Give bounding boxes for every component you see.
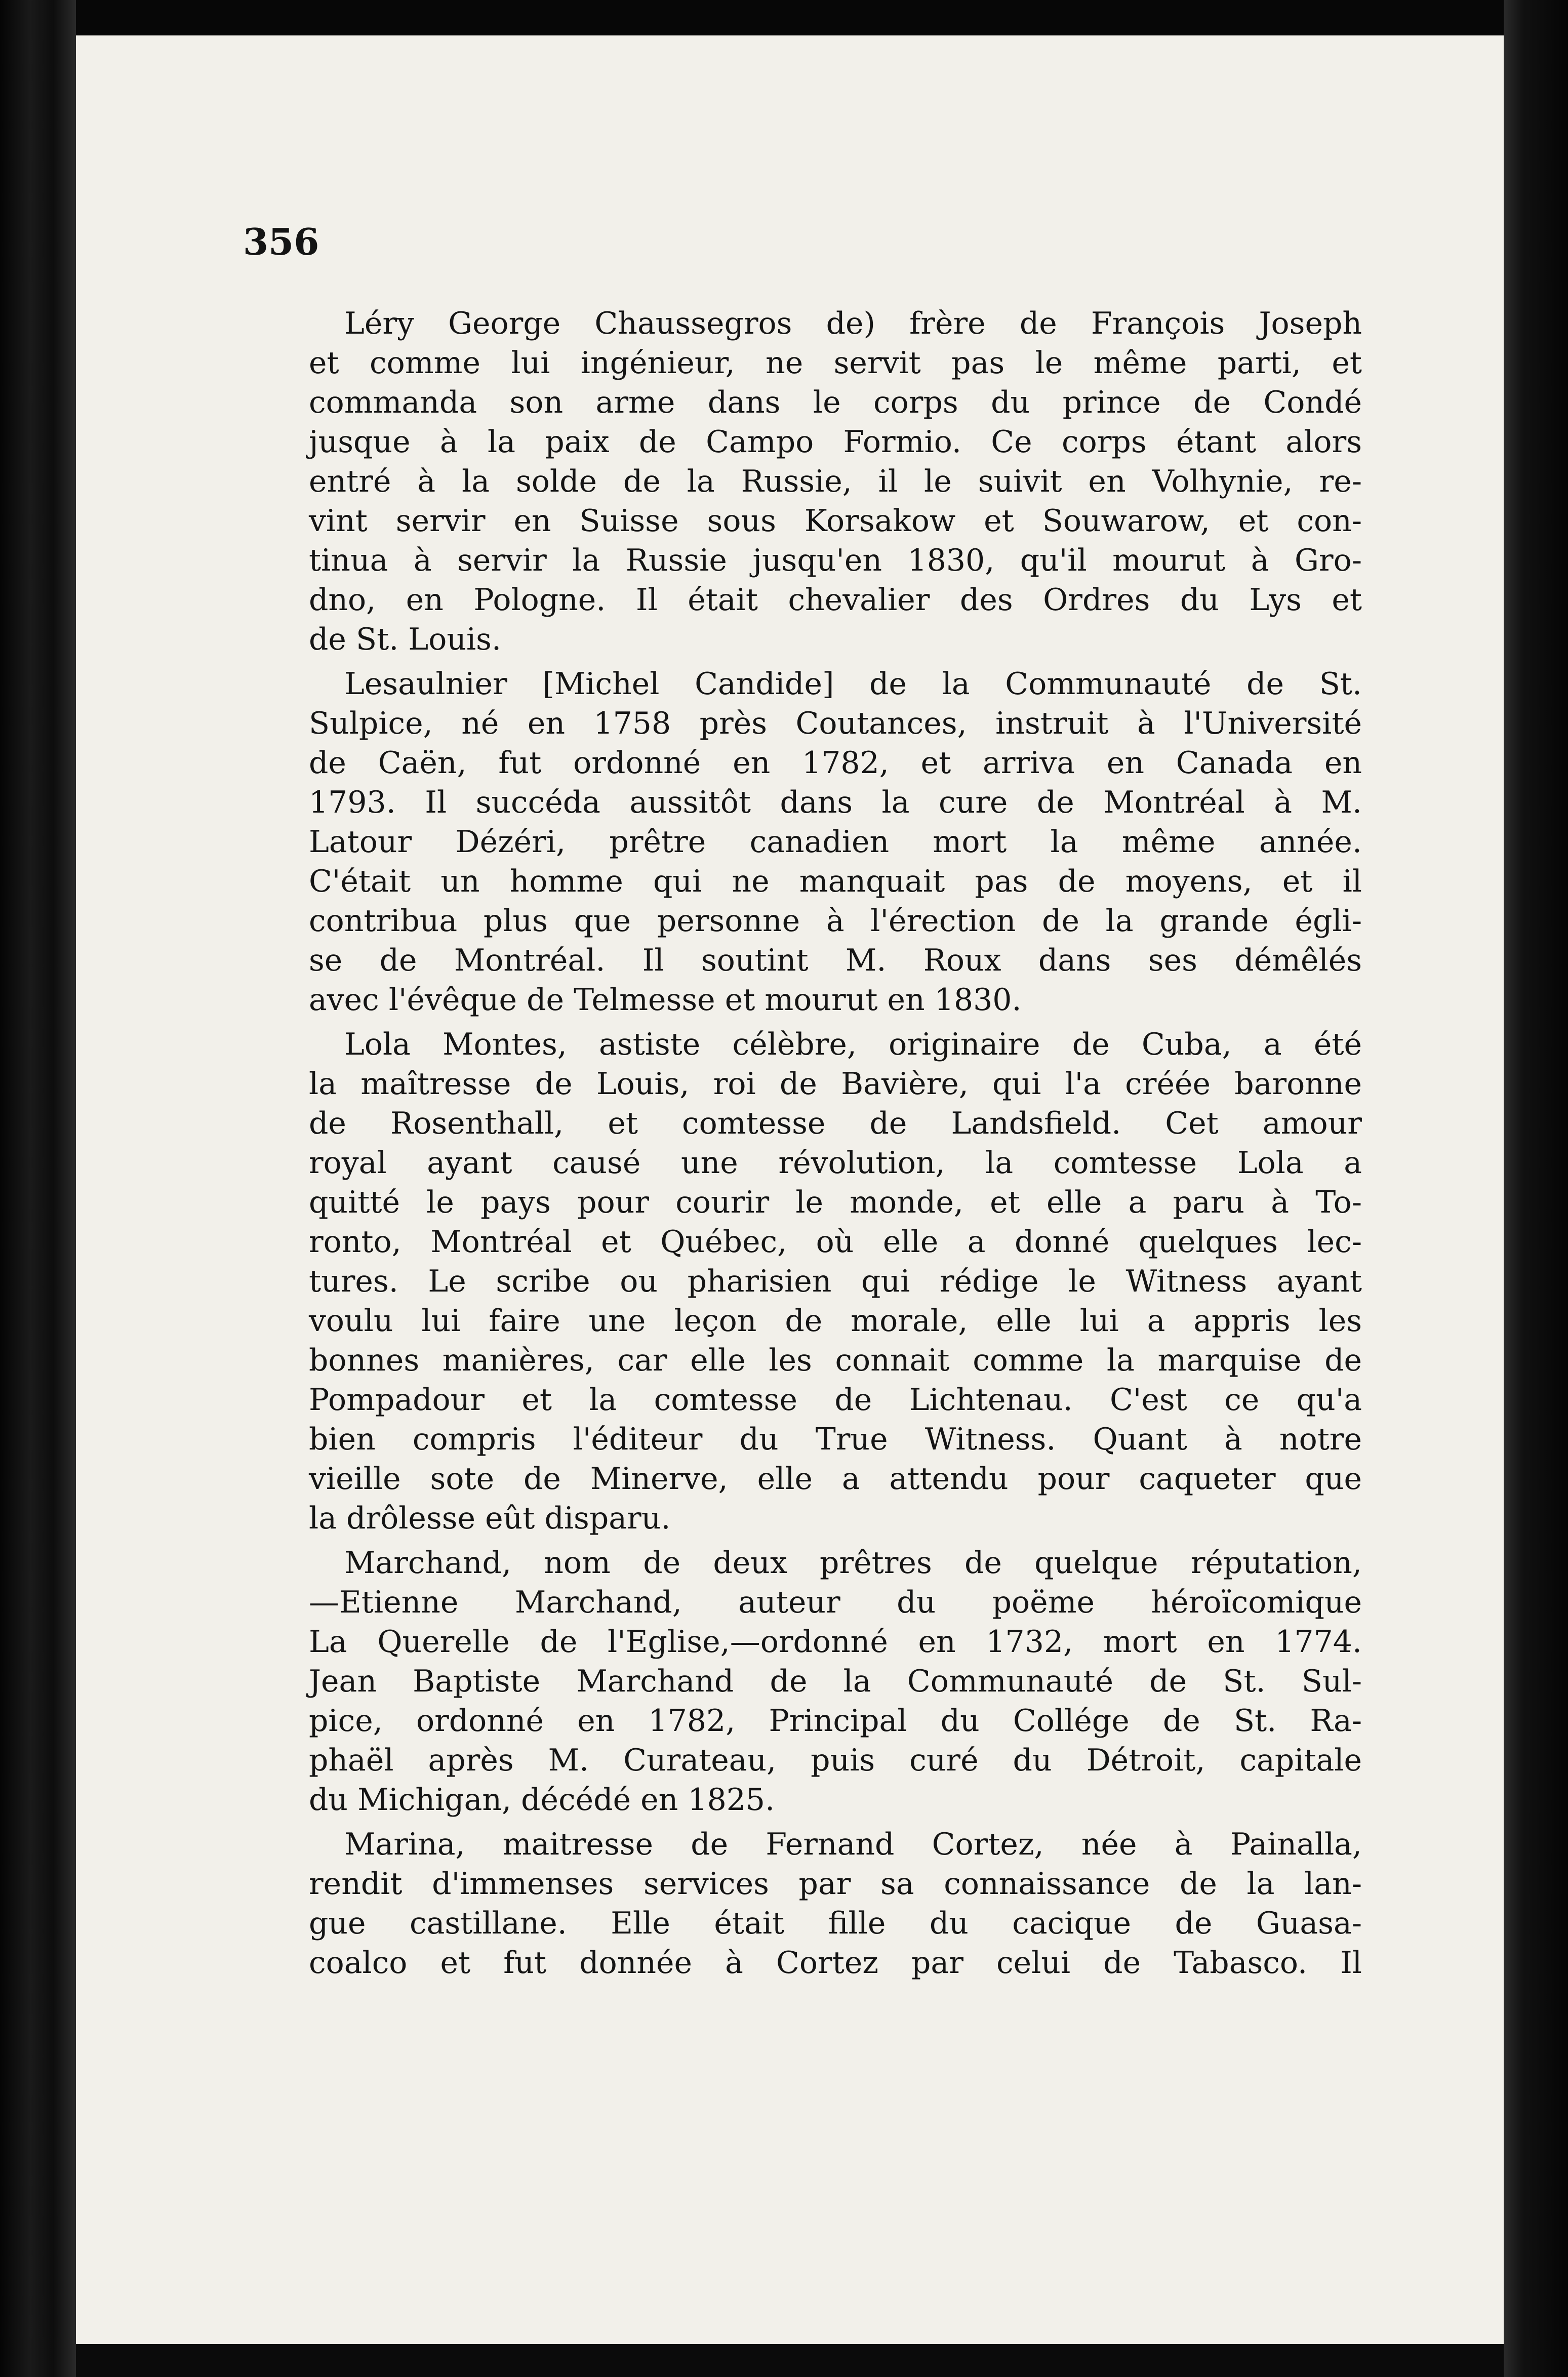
page-body <box>309 304 1362 1988</box>
text-line: bien compris l'éditeur du True Witness. Quant à notre <box>309 1422 1362 1457</box>
text-line: gue castillane. Elle était fille du cacique de Guasa- <box>309 1906 1362 1941</box>
text-line: voulu lui faire une leçon de morale, elle lui a appris les <box>309 1303 1362 1339</box>
text-line: entré à la solde de la Russie, il le suivit en Volhynie, re- <box>309 464 1362 499</box>
text-line: de St. Louis. <box>309 622 502 657</box>
entry-marchand <box>309 1543 1362 1820</box>
text-line: de Rosenthall, et comtesse de Landsfield. Cet amour <box>309 1106 1362 1141</box>
text-line: ronto, Montréal et Québec, où elle a donné quelques lec- <box>309 1224 1362 1260</box>
text-line: Marina, maitresse de Fernand Cortez, née à Painalla, <box>344 1827 1362 1862</box>
text-line: tinua à servir la Russie jusqu'en 1830, qu'il mourut à Gro- <box>309 543 1362 578</box>
entry-lola-montes <box>309 1025 1362 1538</box>
text-line: La Querelle de l'Eglise,—ordonné en 1732, mort en 1774. <box>309 1624 1362 1660</box>
entry-lery <box>309 304 1362 659</box>
text-line: tures. Le scribe ou pharisien qui rédige le Witness ayant <box>309 1264 1362 1299</box>
scan-top-border <box>0 0 1568 35</box>
text-line: et comme lui ingénieur, ne servit pas le même parti, et <box>309 345 1362 381</box>
text-line: bonnes manières, car elle les connait comme la marquise de <box>309 1343 1362 1378</box>
text-line: commanda son arme dans le corps du prince de Condé <box>309 385 1362 420</box>
text-line: la maîtresse de Louis, roi de Bavière, qui l'a créée baronne <box>309 1066 1362 1102</box>
text-line: coalco et fut donnée à Cortez par celui de Tabasco. Il <box>309 1945 1362 1981</box>
text-line: dno, en Pologne. Il était chevalier des Ordres du Lys et <box>309 582 1362 618</box>
text-line: quitté le pays pour courir le monde, et elle a paru à To- <box>309 1185 1362 1220</box>
text-line: la drôlesse eût disparu. <box>309 1501 671 1536</box>
text-line: Lesaulnier [Michel Candide] de la Communauté de St. <box>344 666 1362 702</box>
text-line: pice, ordonné en 1782, Principal du Collége de St. Ra- <box>309 1703 1362 1739</box>
text-line: de Caën, fut ordonné en 1782, et arriva en Canada en <box>309 745 1362 781</box>
text-line: se de Montréal. Il soutint M. Roux dans ses démêlés <box>309 943 1362 978</box>
scan-right-border <box>1504 0 1568 2377</box>
text-line: avec l'évêque de Telmesse et mourut en 1830. <box>309 982 1022 1018</box>
text-line: Lola Montes, astiste célèbre, originaire de Cuba, a été <box>344 1027 1362 1062</box>
entry-lesaulnier <box>309 664 1362 1020</box>
text-line: du Michigan, décédé en 1825. <box>309 1782 775 1818</box>
text-line: contribua plus que personne à l'érection de la grande égli- <box>309 903 1362 939</box>
text-line: royal ayant causé une révolution, la comtesse Lola a <box>309 1145 1362 1181</box>
text-line: Latour Dézéri, prêtre canadien mort la même année. <box>309 824 1362 860</box>
text-line: Sulpice, né en 1758 près Coutances, instruit à l'Université <box>309 706 1362 741</box>
entry-marina <box>309 1825 1362 1983</box>
text-line: Pompadour et la comtesse de Lichtenau. C'est ce qu'a <box>309 1382 1362 1418</box>
text-line: phaël après M. Curateau, puis curé du Détroit, capitale <box>309 1743 1362 1778</box>
text-line: Marchand, nom de deux prêtres de quelque réputation, <box>344 1545 1362 1581</box>
text-line: 1793. Il succéda aussitôt dans la cure de Montréal à M. <box>309 785 1362 820</box>
text-line: rendit d'immenses services par sa connaissance de la lan- <box>309 1866 1362 1902</box>
text-line: vieille sote de Minerve, elle a attendu pour caqueter que <box>309 1461 1362 1497</box>
text-line: C'était un homme qui ne manquait pas de moyens, et il <box>309 864 1362 899</box>
text-line: Jean Baptiste Marchand de la Communauté de St. Sul- <box>309 1664 1362 1699</box>
text-line: vint servir en Suisse sous Korsakow et Souwarow, et con- <box>309 503 1362 539</box>
page-number: 356 <box>243 220 319 263</box>
scan-left-border <box>0 0 76 2377</box>
text-line: Léry George Chaussegros de) frère de François Joseph <box>344 306 1362 341</box>
text-line: jusque à la paix de Campo Formio. Ce corps étant alors <box>309 424 1362 460</box>
text-line: —Etienne Marchand, auteur du poëme héroïcomique <box>309 1585 1362 1620</box>
